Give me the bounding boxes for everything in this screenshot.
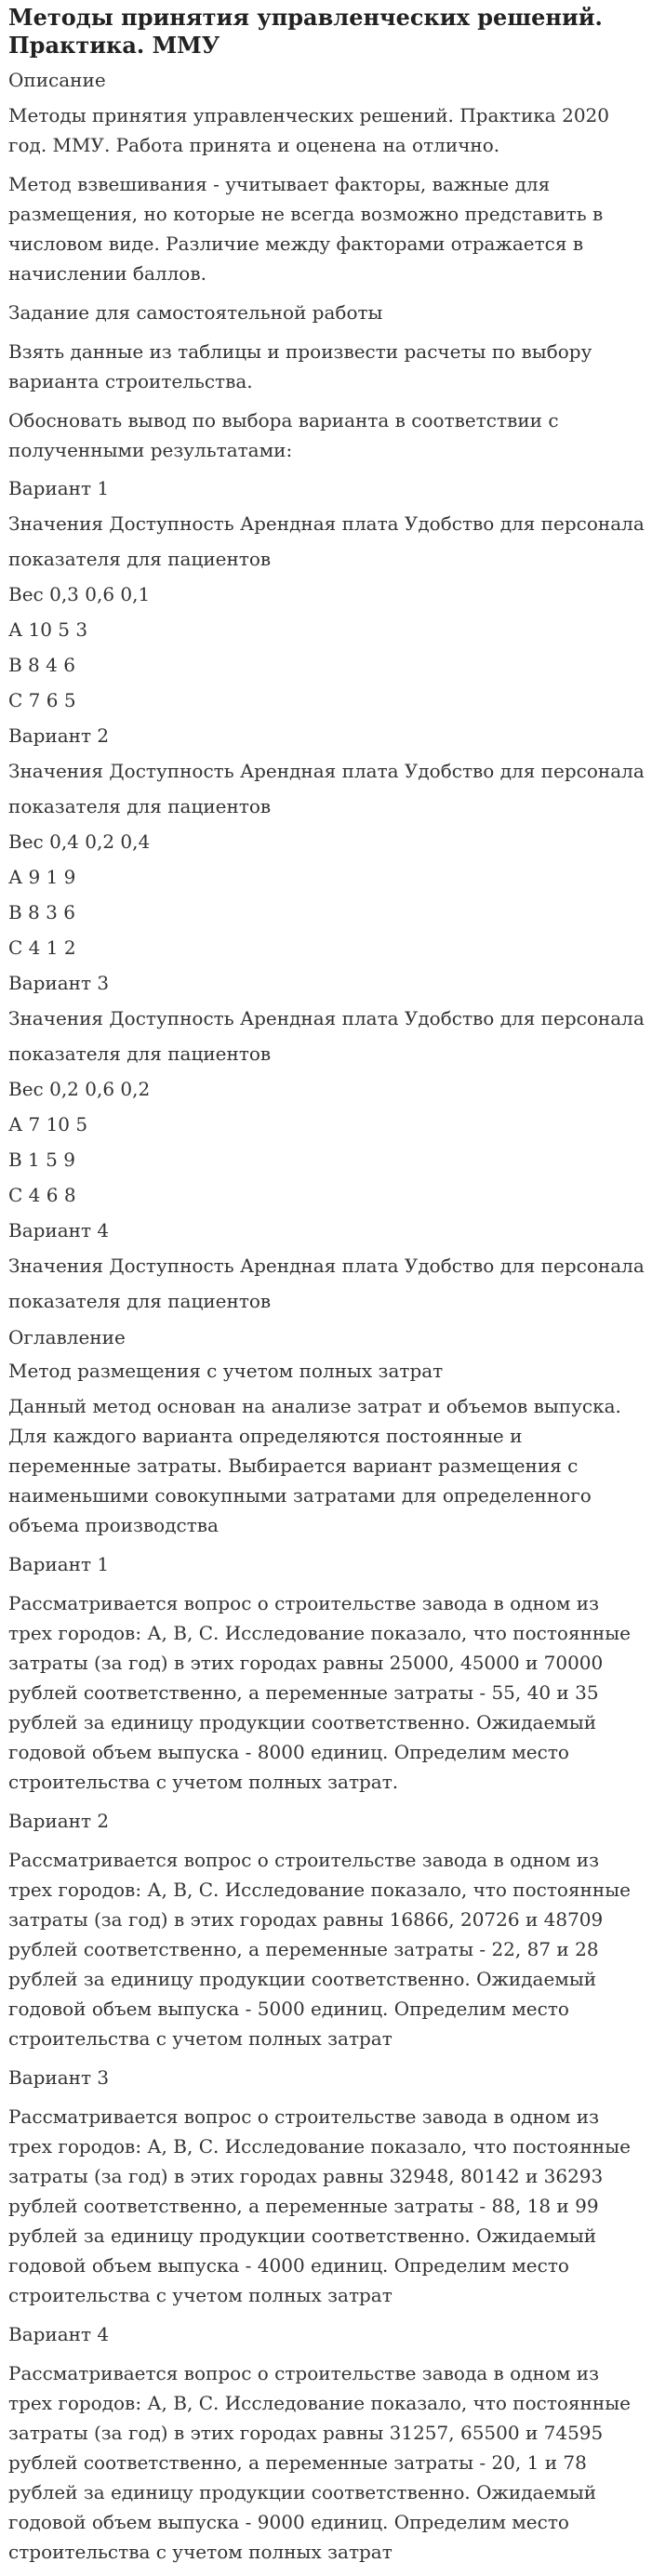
table-header-line-1: Значения Доступность Арендная плата Удобство для персонала [8,1255,645,1277]
full-costs-variant-3-title: Вариант 3 [8,2066,110,2089]
full-costs-variant-1-title: Вариант 1 [8,1553,110,1575]
table-row-a: А 9 1 9 [8,866,76,888]
variant-title: Вариант 4 [8,1219,110,1242]
full-costs-variant-3-text: Рассматривается вопрос о строительстве завода в одном из трех городов: А, В, С. Исследование показало, что постоянные затраты (за год) в этих городах равны 32948, 80142 и 36293 рублей соответственно, а переменные затраты - 88, 18 и 99 рублей за единицу продукции соответственно. Ожидаемый годовой объем выпуска - 4000 единиц. Определим место строительства с учетом полных затрат [8,2105,631,2306]
table-row-c: С 4 6 8 [8,1184,76,1206]
table-header-line-2: показателя для пациентов [8,1290,272,1312]
variant-title: Вариант 3 [8,972,110,994]
table-weights-row: Вес 0,4 0,2 0,4 [8,830,151,853]
full-costs-variant-2-title: Вариант 2 [8,1810,110,1832]
description-text: Методы принятия управленческих решений. Практика 2020 год. ММУ. Работа принята и оценена на отлично. [8,104,609,156]
table-row-a: А 10 5 3 [8,618,88,641]
table-row-b: В 8 4 6 [8,654,75,676]
variant-title: Вариант 1 [8,477,110,499]
task-text: Взять данные из таблицы и произвести расчеты по выбору варианта строительства. [8,340,592,392]
weighting-intro: Метод взвешивания - учитывает факторы, важные для размещения, но которые не всегда возможно представить в числовом виде. Различие между факторами отражается в начислении баллов. [8,173,604,285]
full-costs-variant-1-text: Рассматривается вопрос о строительстве завода в одном из трех городов: А, В, С. Исследование показало, что постоянные затраты (за год) в этих городах равны 25000, 45000 и 70000 рублей соответственно, а переменные затраты - 55, 40 и 35 рублей за единицу продукции соответственно. Ожидаемый годовой объем выпуска - 8000 единиц. Определим место строительства с учетом полных затрат. [8,1592,631,1793]
full-costs-variant-4-title: Вариант 4 [8,2323,110,2345]
table-row-a: А 7 10 5 [8,1113,88,1135]
variant-title: Вариант 2 [8,724,110,747]
weighting-variant-3 [8,969,645,1209]
task-label: Задание для самостоятельной работы [8,301,383,324]
table-header-line-1: Значения Доступность Арендная плата Удобство для персонала [8,1007,645,1029]
weighting-variant-4 [8,1216,645,1315]
toc-label: Оглавление [8,1326,126,1348]
table-weights-row: Вес 0,3 0,6 0,1 [8,583,151,605]
weighting-variant-1 [8,474,645,714]
table-weights-row: Вес 0,2 0,6 0,2 [8,1078,151,1100]
description-label: Описание [8,69,106,91]
table-header-line-2: показателя для пациентов [8,795,272,817]
table-header-line-2: показателя для пациентов [8,548,272,570]
table-row-b: В 1 5 9 [8,1149,75,1171]
table-row-b: В 8 3 6 [8,901,75,923]
full-costs-title: Метод размещения с учетом полных затрат [8,1360,444,1382]
justify-text: Обосновать вывод по выбора варианта в соответствии с полученными результатами: [8,409,559,461]
full-costs-variant-2-text: Рассматривается вопрос о строительстве завода в одном из трех городов: А, В, С. Исследование показало, что постоянные затраты (за год) в этих городах равны 16866, 20726 и 48709 рублей соответственно, а переменные затраты - 22, 87 и 28 рублей за единицу продукции соответственно. Ожидаемый годовой объем выпуска - 5000 единиц. Определим место строительства с учетом полных затрат [8,1849,631,2050]
table-row-c: С 4 1 2 [8,936,76,959]
table-header-line-1: Значения Доступность Арендная плата Удобство для персонала [8,760,645,782]
table-row-c: С 7 6 5 [8,689,76,711]
full-costs-intro: Данный метод основан на анализе затрат и объемов выпуска. Для каждого варианта определяются постоянные и переменные затраты. Выбирается вариант размещения с наименьшими совокупными затратами для определенного объема производства [8,1395,621,1536]
table-header-line-1: Значения Доступность Арендная плата Удобство для персонала [8,512,645,535]
page-title: Методы принятия управленческих решений. Практика. ММУ [8,4,603,59]
full-costs-variant-4-text: Рассматривается вопрос о строительстве завода в одном из трех городов: А, В, С. Исследование показало, что постоянные затраты (за год) в этих городах равны 31257, 65500 и 74595 рублей соответственно, а переменные затраты - 20, 1 и 78 рублей за единицу продукции соответственно. Ожидаемый годовой объем выпуска - 9000 единиц. Определим место строительства с учетом полных затрат [8,2362,631,2563]
table-header-line-2: показателя для пациентов [8,1042,272,1065]
weighting-variant-2 [8,722,645,962]
